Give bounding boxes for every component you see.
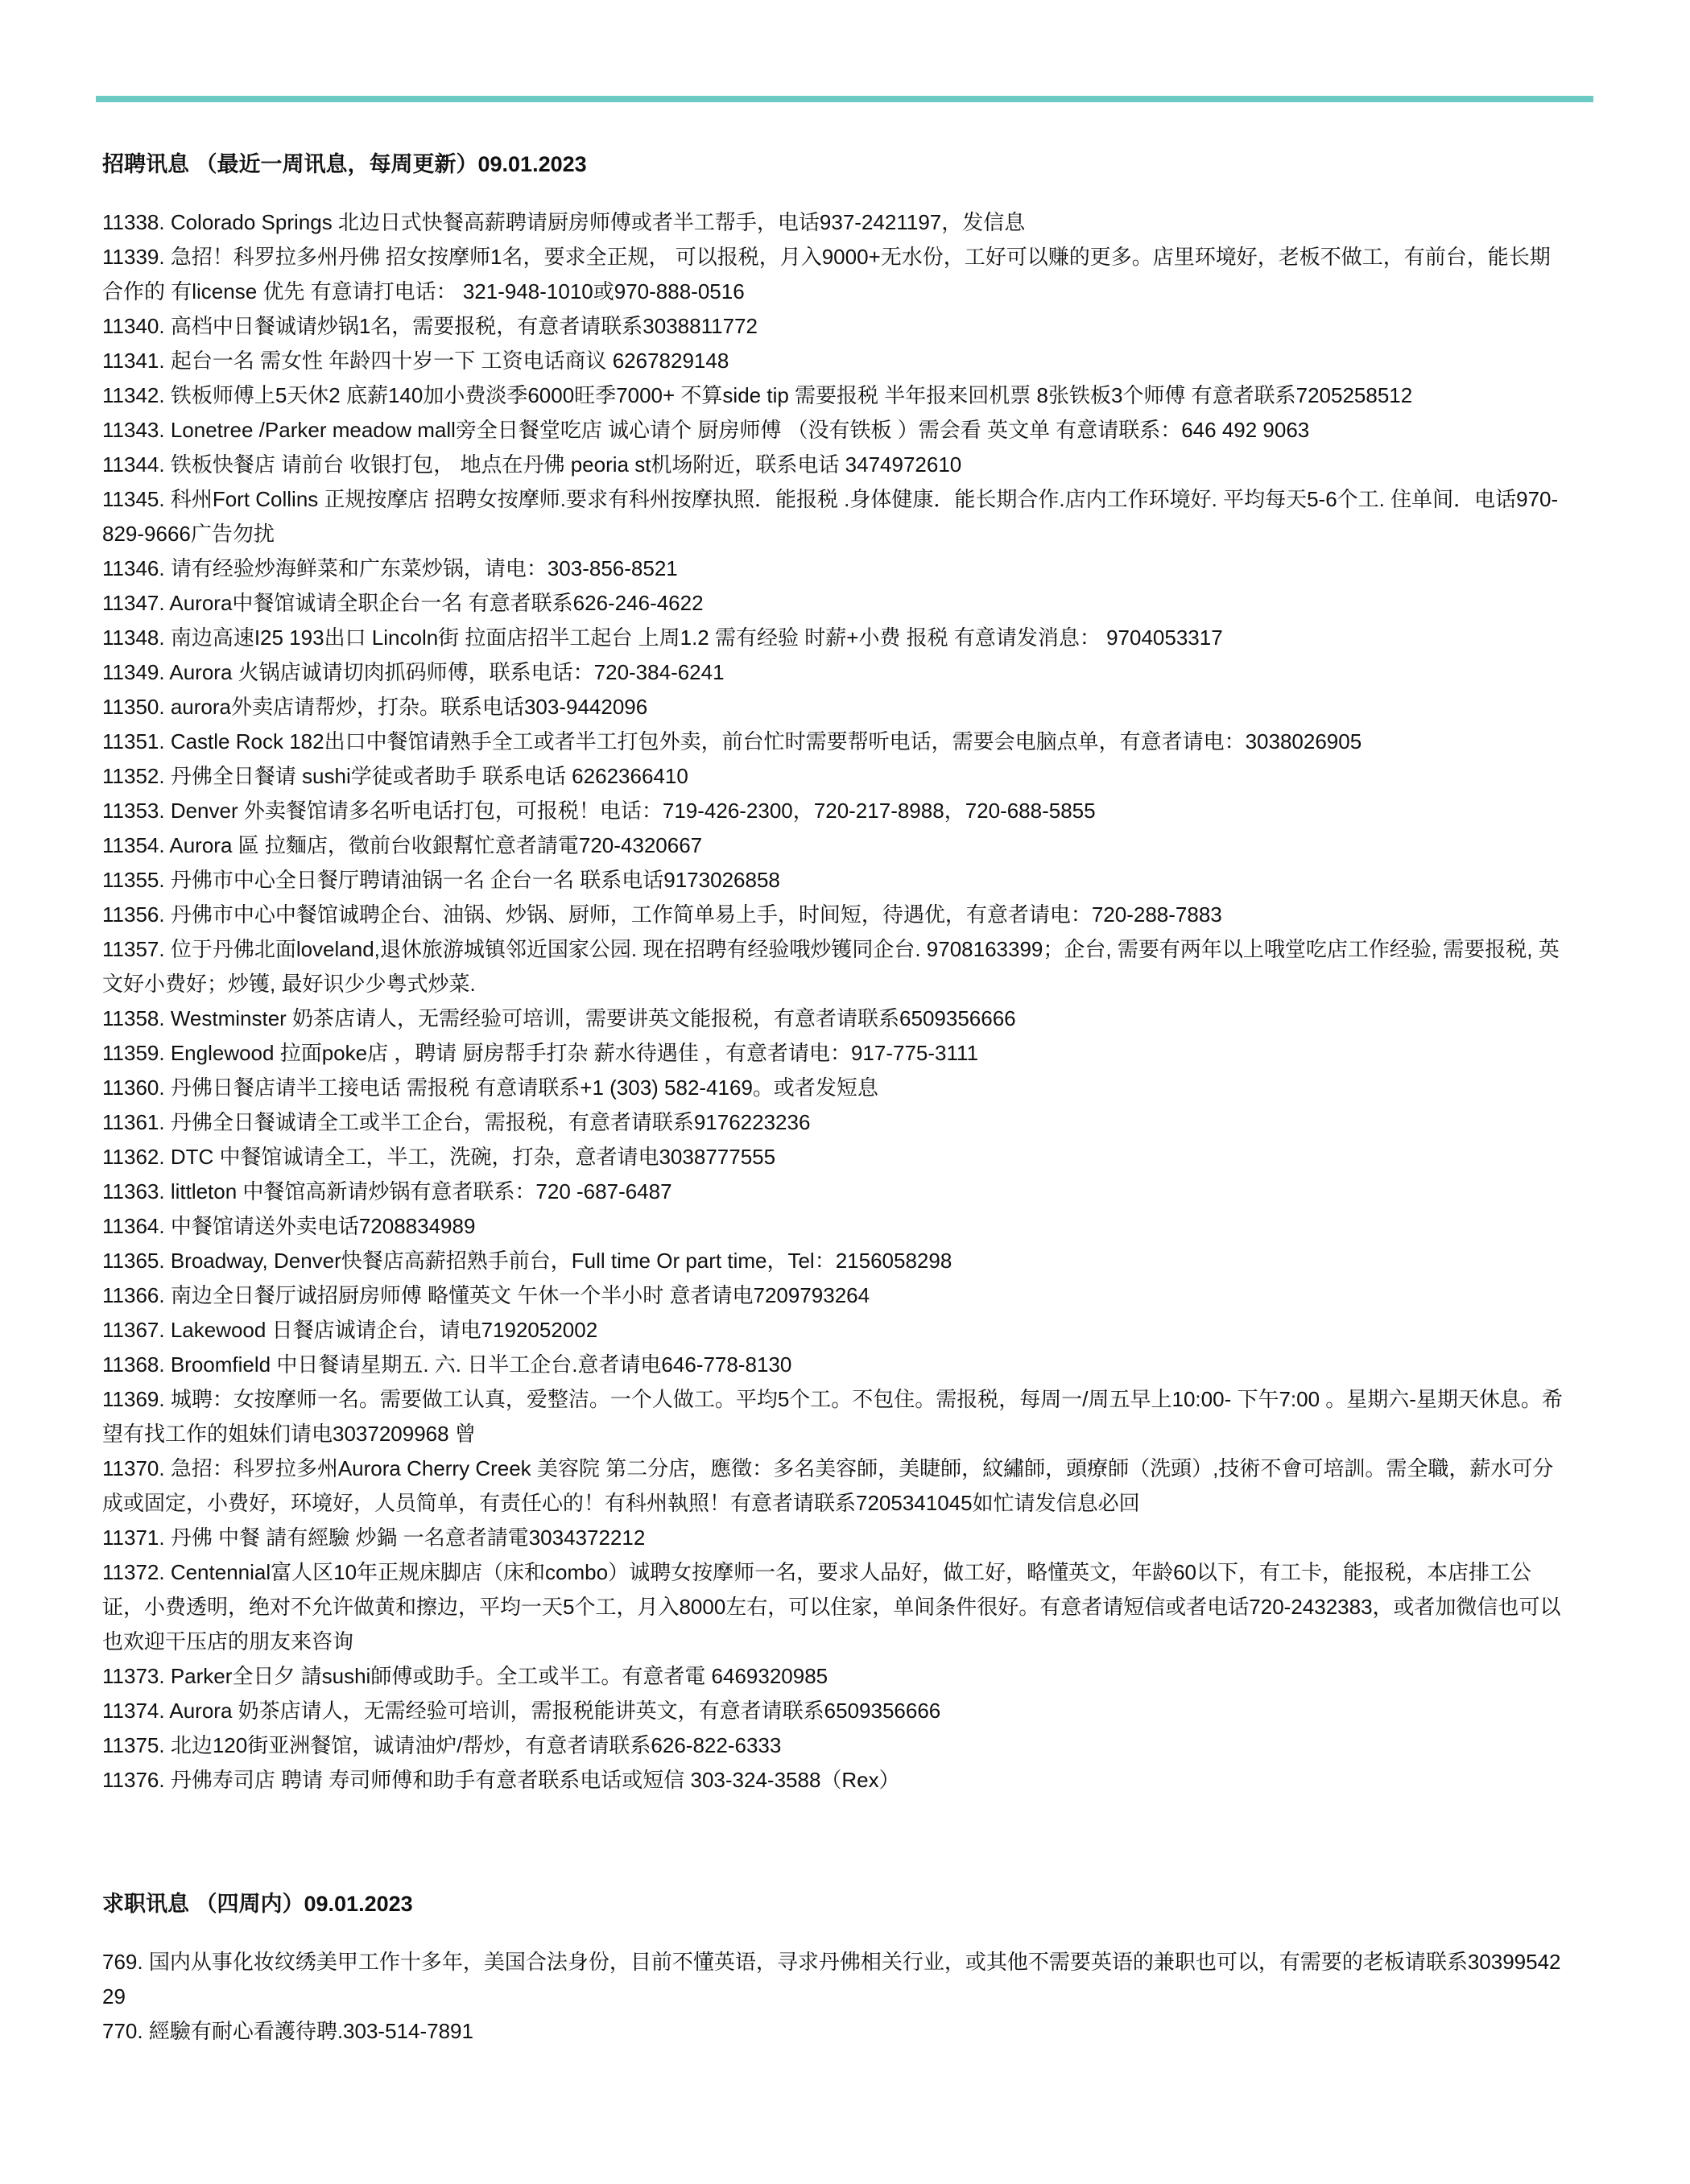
job-listing: 11340. 高档中日餐诚请炒锅1名，需要报税，有意者请联系3038811772 <box>102 314 758 338</box>
job-listing: 11369. 城聘：女按摩师一名。需要做工认真，爱整洁。一个人做工。平均5个工。不包住。需报税，每周一/周五早上10:00- 下午7:00 。星期六-星期天休息。希望有找工作的姐妹们请电3037209968 曾 <box>102 1387 1563 1446</box>
job-listing: 11355. 丹佛市中心全日餐厅聘请油锅一名 企台一名 联系电话9173026858 <box>102 868 780 892</box>
job-listing: 11341. 起台一名 需女性 年龄四十岁一下 工资电话商议 6267829148 <box>102 349 729 373</box>
job-seeking-listing: 770. 經驗有耐心看護待聘.303-514-7891 <box>102 2019 473 2043</box>
job-listing: 11372. Centennial富人区10年正规床脚店（床和combo）诚聘女按摩师一名，要求人品好，做工好，略懂英文，年龄60以下，有工卡，能报税，本店排工公证，小费透明，绝对不允许做黄和擦边，平均一天5个工，月入8000左右，可以住家，单间条件很好。有意者请短信或者电话720-2432383，或者加微信也可以也欢迎干压店的朋友来咨询 <box>102 1560 1561 1653</box>
job-listing: 11374. Aurora 奶茶店请人，无需经验可培训，需报税能讲英文，有意者请联系6509356666 <box>102 1699 941 1723</box>
job-listing: 11345. 科州Fort Collins 正规按摩店 招聘女按摩师.要求有科州按摩执照．能报税 .身体健康．能长期合作.店内工作环境好. 平均每天5-6个工. 住单间．电话970-829-9666广告勿扰 <box>102 487 1559 546</box>
job-listing: 11364. 中餐馆请送外卖电话7208834989 <box>102 1214 476 1238</box>
job-listing: 11356. 丹佛市中心中餐馆诚聘企台、油锅、炒锅、厨师，工作简单易上手，时间短，待遇优，有意者请电：720-288-7883 <box>102 902 1222 927</box>
job-listing: 11346. 请有经验炒海鲜菜和广东菜炒锅，请电：303-856-8521 <box>102 556 678 580</box>
job-listing: 11353. Denver 外卖餐馆请多名听电话打包，可报税！电话：719-426-2300，720-217-8988，720-688-5855 <box>102 799 1096 823</box>
job-listing: 11360. 丹佛日餐店请半工接电话 需报税 有意请联系+1 (303) 582-4169。或者发短息 <box>102 1075 878 1100</box>
job-listing: 11373. Parker全日夕 請sushi師傅或助手。全工或半工。有意者電 6469320985 <box>102 1664 828 1688</box>
job-listing: 11371. 丹佛 中餐 請有經驗 炒鍋 一名意者請電3034372212 <box>102 1525 646 1550</box>
job-listing: 11370. 急招：科罗拉多州Aurora Cherry Creek 美容院 第二分店，應徵：多名美容師，美睫師，紋繡師，頭療師（洗頭）,技術不會可培訓。需全職，薪水可分成或固定，小费好，环境好，人员简单，有责任心的！有科州執照！有意者请联系7205341045如忙请发信息必回 <box>102 1456 1554 1515</box>
job-listing: 11363. littleton 中餐馆高新请炒锅有意者联系：720 -687-6487 <box>102 1179 672 1203</box>
job-listing: 11351. Castle Rock 182出口中餐馆请熟手全工或者半工打包外卖，前台忙时需要帮听电话，需要会电脑点单，有意者请电：3038026905 <box>102 729 1362 753</box>
job-seeking-listing: 769. 国内从事化妆纹绣美甲工作十多年，美国合法身份，目前不懂英语，寻求丹佛相关行业，或其他不需要英语的兼职也可以，有需要的老板请联系3039954229 <box>102 1950 1561 2009</box>
job-listing: 11343. Lonetree /Parker meadow mall旁全日餐堂吃店 诚心请个 厨房师傅 （没有铁板 ）需会看 英文单 有意请联系：646 492 9063 <box>102 418 1310 442</box>
job-listing: 11357. 位于丹佛北面loveland,退休旅游城镇邻近国家公园. 现在招聘有经验哦炒镬同企台. 9708163399；企台, 需要有两年以上哦堂吃店工作经验, 需要报税, 英文好小费好；炒镬, 最好识少少粤式炒菜. <box>102 937 1560 996</box>
job-listing: 11359. Englewood 拉面poke店 ，聘请 厨房帮手打杂 薪水待遇佳 ，有意者请电：917-775-3111 <box>102 1041 979 1065</box>
hiring-list <box>102 205 1568 1798</box>
job-listing: 11367. Lakewood 日餐店诚请企台，请电7192052002 <box>102 1318 598 1342</box>
hiring-title: 招聘讯息 （最近一周讯息，每周更新）09.01.2023 <box>102 152 587 176</box>
job-listing: 11349. Aurora 火锅店诚请切肉抓码师傅，联系电话：720-384-6241 <box>102 660 725 684</box>
job-listing: 11361. 丹佛全日餐诚请全工或半工企台，需报税，有意者请联系9176223236 <box>102 1110 811 1134</box>
job-listing: 11365. Broadway, Denver快餐店高薪招熟手前台，Full time Or part time，Tel：2156058298 <box>102 1249 952 1273</box>
job-listing: 11348. 南边高速I25 193出口 Lincoln街 拉面店招半工起台 上周1.2 需有经验 时薪+小费 报税 有意请发消息： 9704053317 <box>102 625 1223 650</box>
hiring-section <box>102 147 1568 1798</box>
job-listing: 11338. Colorado Springs 北边日式快餐高薪聘请厨房师傅或者半工帮手，电话937-2421197，发信息 <box>102 210 1026 234</box>
job-listing: 11354. Aurora 區 拉麵店，徵前台收銀幫忙意者請電720-4320667 <box>102 833 703 857</box>
job-listing: 11368. Broomfield 中日餐请星期五. 六. 日半工企台.意者请电646-778-8130 <box>102 1352 792 1377</box>
job-listing: 11362. DTC 中餐馆诚请全工，半工，洗碗，打杂，意者请电3038777555 <box>102 1145 776 1169</box>
job-listing: 11342. 铁板师傅上5天休2 底薪140加小费淡季6000旺季7000+ 不算side tip 需要报税 半年报来回机票 8张铁板3个师傅 有意者联系7205258512 <box>102 383 1413 407</box>
job-listing: 11350. aurora外卖店请帮炒，打杂。联系电话303-9442096 <box>102 695 648 719</box>
job-listing: 11376. 丹佛寿司店 聘请 寿司师傅和助手有意者联系电话或短信 303-324-3588（Rex） <box>102 1768 900 1792</box>
job-listing: 11344. 铁板快餐店 请前台 收银打包， 地点在丹佛 peoria st机场附近，联系电话 3474972610 <box>102 452 962 477</box>
seeking-list <box>102 1945 1568 2049</box>
seeking-title: 求职讯息 （四周内）09.01.2023 <box>102 1892 413 1916</box>
top-divider <box>96 96 1593 102</box>
job-listing: 11358. Westminster 奶茶店请人，无需经验可培训，需要讲英文能报税，有意者请联系6509356666 <box>102 1006 1016 1030</box>
seeking-section <box>102 1887 1568 2049</box>
job-listing: 11352. 丹佛全日餐请 sushi学徒或者助手 联系电话 6262366410 <box>102 764 688 788</box>
job-listing: 11366. 南边全日餐厅诚招厨房师傅 略懂英文 午休一个半小时 意者请电7209793264 <box>102 1283 870 1307</box>
job-listing: 11347. Aurora中餐馆诚请全职企台一名 有意者联系626-246-4622 <box>102 591 704 615</box>
job-listing: 11339. 急招！科罗拉多州丹佛 招女按摩师1名，要求全正规， 可以报税，月入9000+无水份，工好可以赚的更多。店里环境好，老板不做工，有前台，能长期合作的 有license 优先 有意请打电话： 321-948-1010或970-888-0516 <box>102 245 1551 303</box>
job-listing: 11375. 北边120街亚洲餐馆，诚请油炉/帮炒，有意者请联系626-822-6333 <box>102 1733 782 1757</box>
